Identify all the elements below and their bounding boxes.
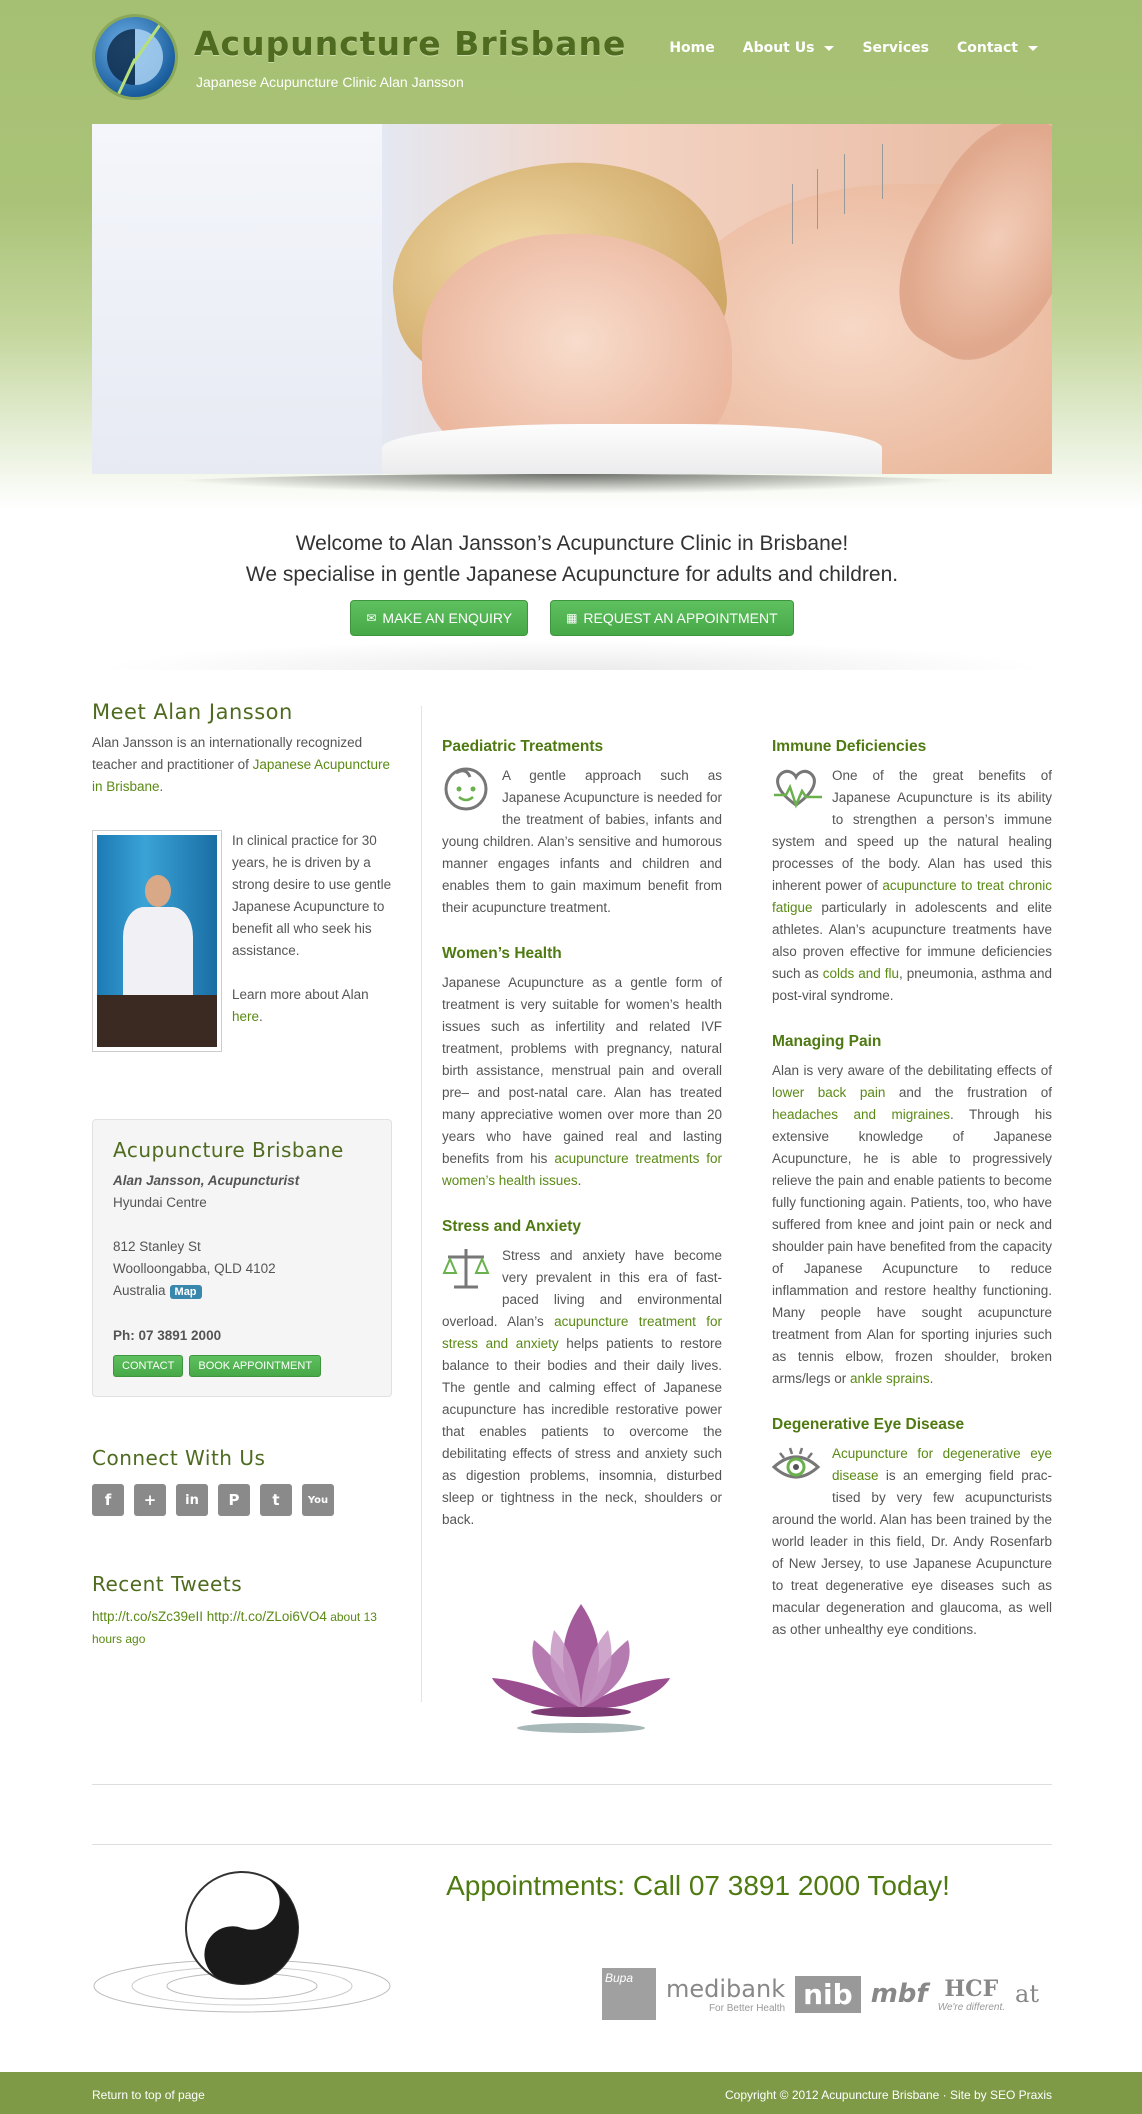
welcome-line-2: We specialise in gentle Japanese Acupuncture for adults and children. bbox=[245, 563, 899, 586]
mbf-logo: mbf bbox=[870, 1979, 928, 2009]
eye-heading: Degenerative Eye Disease bbox=[772, 1416, 965, 1433]
section-shadow bbox=[92, 640, 1052, 670]
stress-text: Stress and anxiety have become very prevalent in this era of fast-paced living and environmental overload. Alan’s acupuncture treatment for stress and anxiety helps patients to restore balance to their bodies and their daily lives. The gentle and calming effect of Japanese acupuncture has incredible restorative power that enables patients to overcome the debilitating effects of stress and anxiety such as digestion problems, insomnia, disturbed sleep or tightness in the neck, shoulders or back. bbox=[442, 1245, 722, 1531]
meet-intro: Alan Jansson is an internationally recognized teacher and practitioner of Japanese Acupuncture in Brisbane. bbox=[92, 735, 390, 794]
suburb: Woolloongabba, QLD 4102 bbox=[113, 1261, 276, 1276]
paediatric-text: A gentle approach such as Japanese Acupuncture is needed for the treatment of babies, infants and young children. Alan’s sensitive and humorous manner engages infants and children and enables them to gain maximum benefit from their acupuncture treatment. bbox=[442, 765, 722, 919]
chevron-down-icon bbox=[1028, 46, 1038, 51]
womens-health-text: Japanese Acupuncture as a gentle form of treatment is very suitable for women’s health issues such as infertility and related IVF treatment, problems with pregnancy, natural birth assistance, menstrual pain and overall pre– and post-natal care. Alan has treated many appreciative women over more than 20 years who have gained real and lasting benefits from his acupuncture treatments for women’s health issues. bbox=[442, 975, 722, 1188]
google-plus-icon[interactable]: + bbox=[134, 1484, 166, 1516]
womens-health-link[interactable]: acupuncture treatments for women’s health issues bbox=[442, 1151, 722, 1188]
balance-scale-icon bbox=[442, 1245, 494, 1295]
site-title[interactable]: Acupuncture Brisbane bbox=[194, 24, 627, 63]
nav-services[interactable]: Services bbox=[862, 40, 929, 56]
headaches-link[interactable]: headaches and migraines bbox=[772, 1107, 951, 1122]
ankle-sprains-link[interactable]: ankle sprains bbox=[850, 1371, 930, 1386]
connect-heading: Connect With Us bbox=[92, 1446, 266, 1470]
nav-home[interactable]: Home bbox=[669, 40, 715, 56]
japanese-acupuncture-link[interactable]: Japanese Acupuncture in Brisbane bbox=[92, 757, 390, 794]
medibank-tagline: For Better Health bbox=[708, 2002, 786, 2014]
divider-line bbox=[92, 1784, 1052, 1785]
divider-line bbox=[92, 1844, 1052, 1845]
chronic-fatigue-link[interactable]: acupuncture to treat chronic fatigue bbox=[772, 878, 1052, 915]
contact-button[interactable]: CONTACT bbox=[113, 1355, 183, 1377]
connect-section bbox=[92, 1446, 392, 1516]
tweets-section bbox=[92, 1572, 392, 1650]
sidebar bbox=[92, 700, 392, 1024]
nib-logo: nib bbox=[795, 1976, 861, 2013]
services-column-left bbox=[442, 738, 722, 1531]
copyright: Copyright © 2012 Acupuncture Brisbane · Site by SEO Praxis bbox=[724, 2088, 1052, 2102]
chevron-down-icon bbox=[824, 46, 834, 51]
footer bbox=[0, 2072, 1142, 2114]
heart-pulse-icon bbox=[772, 765, 824, 815]
services-column-right bbox=[772, 738, 1052, 1641]
twitter-icon[interactable]: t bbox=[260, 1484, 292, 1516]
hcf-tagline: We're different. bbox=[937, 2001, 1006, 2013]
welcome-line-1: Welcome to Alan Jansson’s Acupuncture Clinic in Brisbane! bbox=[295, 532, 849, 555]
return-to-top-link[interactable]: Return to top of page bbox=[92, 2088, 205, 2102]
welcome-message bbox=[92, 528, 1052, 590]
tweet-time: about 13 hours ago bbox=[92, 1610, 377, 1646]
request-appointment-button[interactable]: ▦ REQUEST AN APPOINTMENT bbox=[550, 600, 794, 636]
immune-text: One of the great benefits of Japanese Acupuncture is its ability to strengthen a person’s immune system and speed up the natural healing processes of the body. Alan has used this inherent power of acupuncture to treat chronic fatigue particularly in adolescents and elite athletes. Alan’s acupuncture treatments have also proven effective for immune deficiencies such as colds and flu, pneumonia, asthma and post-viral syndrome. bbox=[772, 765, 1052, 1007]
cta-row bbox=[92, 600, 1052, 636]
book-appointment-button[interactable]: BOOK APPOINTMENT bbox=[189, 1355, 321, 1377]
pain-heading: Managing Pain bbox=[772, 1033, 882, 1050]
baby-face-icon bbox=[442, 765, 494, 815]
learn-more-link[interactable]: here bbox=[232, 1009, 260, 1024]
nav-contact[interactable]: Contact bbox=[943, 40, 1052, 56]
yin-yang-icon bbox=[92, 1868, 392, 2018]
practitioner-name: Alan Jansson, Acupuncturist bbox=[113, 1173, 300, 1188]
bio-text: In clinical practice for 30 years, he is driven by a strong desire to use gentle Japanese Acupuncture to benefit all who seek his assistance. Learn more about Alan here. bbox=[232, 833, 392, 1024]
pain-text: Alan is very aware of the debilitating effects of lower back pain and the frustration of headaches and migraines. Through his extensive knowledge of Japanese Acupuncture, he is able to progressively relieve the pain and enable patients to become fully functioning again. Patients, too, who have suffered from knee and joint pain or neck and shoulder pain have benefited from the capacity of Japanese Acupuncture to reduce inflammation and restore healthy functioning. Many people have sought acupuncture treatment from Alan for sporting injuries such as tennis elbow, frozen shoulder, broken arms/legs or ankle sprains. bbox=[772, 1063, 1052, 1386]
main-nav bbox=[655, 40, 1052, 56]
building-name: Hyundai Centre bbox=[113, 1195, 207, 1210]
appointments-call: Appointments: Call 07 3891 2000 Today! bbox=[446, 1870, 950, 1901]
immune-heading: Immune Deficiencies bbox=[772, 738, 927, 755]
alan-photo bbox=[92, 830, 222, 1052]
country-row: Australia Map bbox=[113, 1280, 371, 1303]
pinterest-icon[interactable]: P bbox=[218, 1484, 250, 1516]
make-enquiry-button[interactable]: ✉ MAKE AN ENQUIRY bbox=[350, 600, 528, 636]
facebook-icon[interactable]: f bbox=[92, 1484, 124, 1516]
linkedin-icon[interactable]: in bbox=[176, 1484, 208, 1516]
lotus-icon bbox=[488, 1600, 674, 1736]
calendar-icon: ▦ bbox=[566, 611, 578, 625]
womens-health-heading: Women’s Health bbox=[442, 945, 562, 962]
stress-link[interactable]: acupuncture treatment for stress and anxiety bbox=[442, 1314, 722, 1351]
at-logo: at bbox=[1015, 1980, 1039, 2008]
tweet-link[interactable]: http://t.co/sZc39eII http://t.co/ZLoi6VO4 bbox=[92, 1609, 327, 1624]
meet-heading: Meet Alan Jansson bbox=[92, 700, 293, 724]
address-box bbox=[92, 1119, 392, 1397]
envelope-icon: ✉ bbox=[366, 611, 377, 625]
hero-shadow bbox=[150, 474, 990, 494]
youtube-icon[interactable]: You bbox=[302, 1484, 334, 1516]
stress-heading: Stress and Anxiety bbox=[442, 1218, 581, 1235]
eye-text: Acupuncture for degenerative eye disease is an emerging field practised by very few acupuncturists around the world. Alan has been trained by the world leader in this field, Dr. Andy Rosenfarb of New Jersey, to use Japanese Acupuncture to treat degenerative eye diseases such as macular degeneration and glaucoma, as well as other unhealthy eye conditions. bbox=[772, 1443, 1052, 1641]
medibank-logo: medibank bbox=[666, 1974, 786, 2003]
colds-flu-link[interactable]: colds and flu bbox=[822, 966, 899, 981]
tweets-heading: Recent Tweets bbox=[92, 1572, 243, 1596]
map-badge[interactable]: Map bbox=[170, 1285, 202, 1299]
lower-back-pain-link[interactable]: lower back pain bbox=[772, 1085, 886, 1100]
bupa-logo: Bupa bbox=[602, 1968, 656, 2020]
nav-about-us[interactable]: About Us bbox=[729, 40, 849, 56]
hero-image bbox=[92, 124, 1052, 474]
street-address: 812 Stanley St bbox=[113, 1239, 201, 1254]
column-divider bbox=[421, 706, 422, 1702]
hcf-logo: HCF bbox=[944, 1975, 999, 2002]
eye-icon bbox=[772, 1443, 824, 1493]
logo-icon[interactable] bbox=[92, 14, 178, 100]
address-heading: Acupuncture Brisbane bbox=[113, 1138, 344, 1162]
site-tagline: Japanese Acupuncture Clinic Alan Jansson bbox=[196, 74, 464, 90]
site-header bbox=[92, 14, 1052, 104]
eye-disease-link[interactable]: Acupuncture for degenerative eye disease bbox=[832, 1446, 1052, 1483]
paediatric-heading: Paediatric Treatments bbox=[442, 738, 604, 755]
insurer-logos bbox=[602, 1966, 1052, 2022]
phone: Ph: 07 3891 2000 bbox=[113, 1328, 222, 1343]
